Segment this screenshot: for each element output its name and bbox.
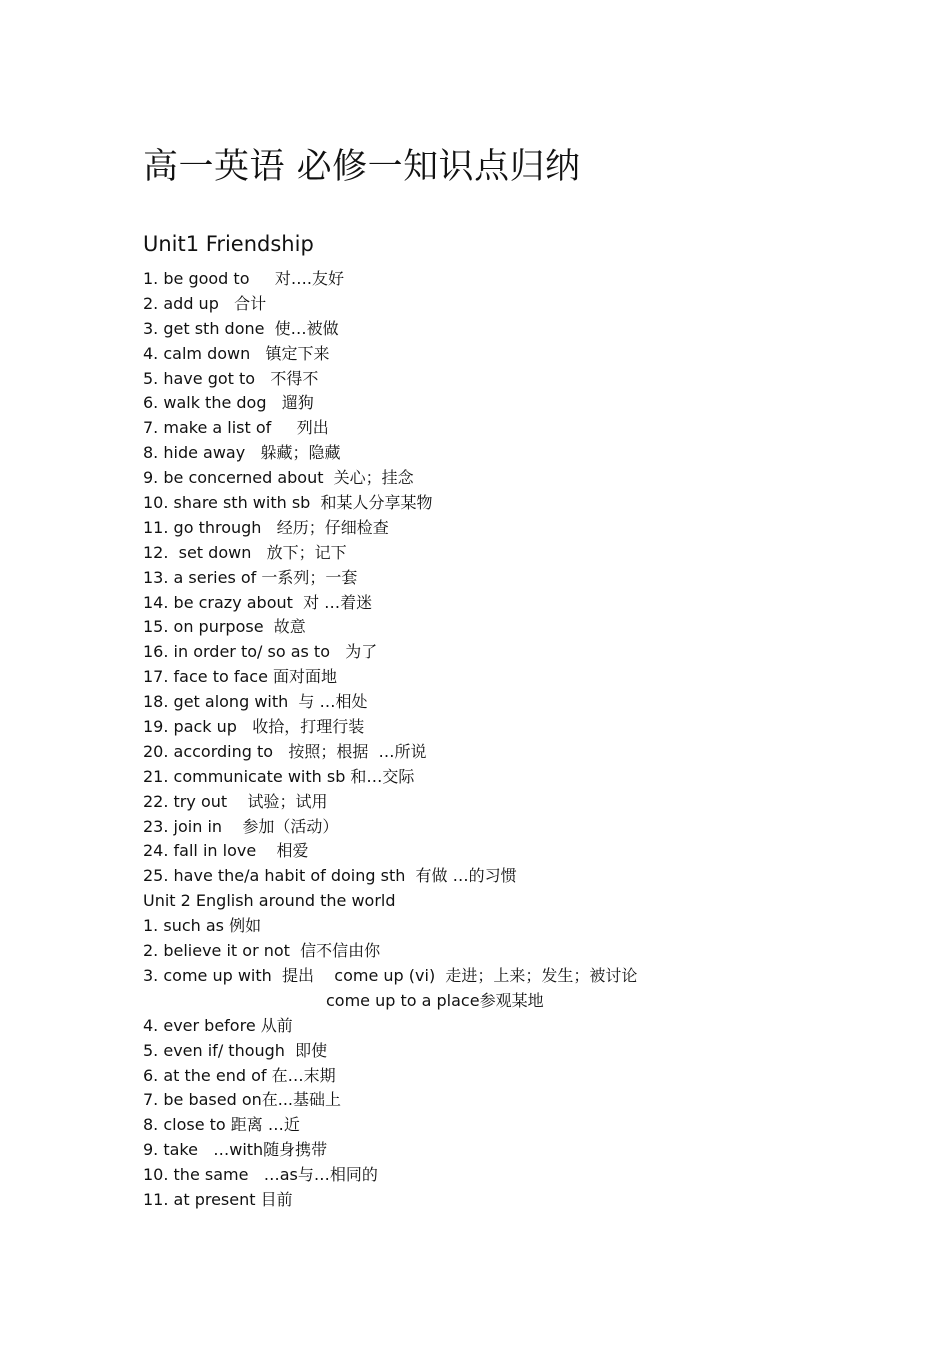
list-item: 9. take …with随身携带 — [143, 1140, 328, 1160]
list-item: 20. according to 按照；根据 …所说 — [143, 741, 427, 761]
list-item: 17. face to face 面对面地 — [143, 667, 338, 687]
list-item: 4. ever before 从前 — [143, 1015, 293, 1035]
list-item: 8. close to 距离 …近 — [143, 1115, 300, 1135]
list-item: 6. walk the dog 遛狗 — [143, 393, 314, 413]
list-item: 16. in order to/ so as to 为了 — [143, 642, 378, 662]
list-item: 22. try out 试验；试用 — [143, 791, 328, 811]
list-item: 12. set down 放下；记下 — [143, 542, 347, 562]
list-item: 23. join in 参加（活动） — [143, 816, 339, 836]
list-item: 13. a series of 一系列；一套 — [143, 567, 358, 587]
list-item: 2. add up 合计 — [143, 293, 267, 313]
list-item: 6. at the end of 在…末期 — [143, 1065, 336, 1085]
list-item-continuation: come up to a place参观某地 — [326, 990, 544, 1010]
document-title: 高一英语 必修一知识点归纳 — [143, 147, 581, 188]
list-item: 10. share sth with sb 和某人分享某物 — [143, 493, 433, 513]
list-item: 9. be concerned about 关心；挂念 — [143, 468, 414, 488]
list-item: 21. communicate with sb 和…交际 — [143, 766, 415, 786]
list-item: 3. come up with 提出 come up (vi) 走进；上来；发生；被讨论 — [143, 965, 638, 985]
vocabulary-list — [143, 267, 637, 1213]
list-item: 2. believe it or not 信不信由你 — [143, 941, 381, 961]
list-item: 3. get sth done 使…被做 — [143, 318, 339, 338]
list-item: 11. go through 经历；仔细检查 — [143, 517, 389, 537]
list-item: 18. get along with 与 …相处 — [143, 692, 368, 712]
list-item: 8. hide away 躲藏；隐藏 — [143, 443, 341, 463]
list-item: 1. such as 例如 — [143, 916, 262, 936]
list-item: 1. be good to 对….友好 — [143, 269, 344, 288]
list-item: 7. make a list of 列出 — [143, 418, 329, 438]
unit1-heading: Unit1 Friendship — [143, 232, 314, 256]
list-item: 4. calm down 镇定下来 — [143, 343, 330, 363]
list-item: 10. the same …as与…相同的 — [143, 1165, 378, 1185]
list-item: 19. pack up 收拾，打理行装 — [143, 717, 365, 737]
unit2-heading: Unit 2 English around the world — [143, 891, 396, 911]
list-item: 5. have got to 不得不 — [143, 368, 319, 388]
list-item: 14. be crazy about 对 …着迷 — [143, 592, 373, 612]
list-item: 25. have the/a habit of doing sth 有做 …的习惯 — [143, 866, 517, 886]
list-item: 11. at present 目前 — [143, 1189, 293, 1209]
list-item: 5. even if/ though 即使 — [143, 1040, 328, 1060]
list-item: 24. fall in love 相爱 — [143, 841, 309, 861]
list-item: 7. be based on在...基础上 — [143, 1090, 342, 1110]
list-item: 15. on purpose 故意 — [143, 617, 306, 637]
